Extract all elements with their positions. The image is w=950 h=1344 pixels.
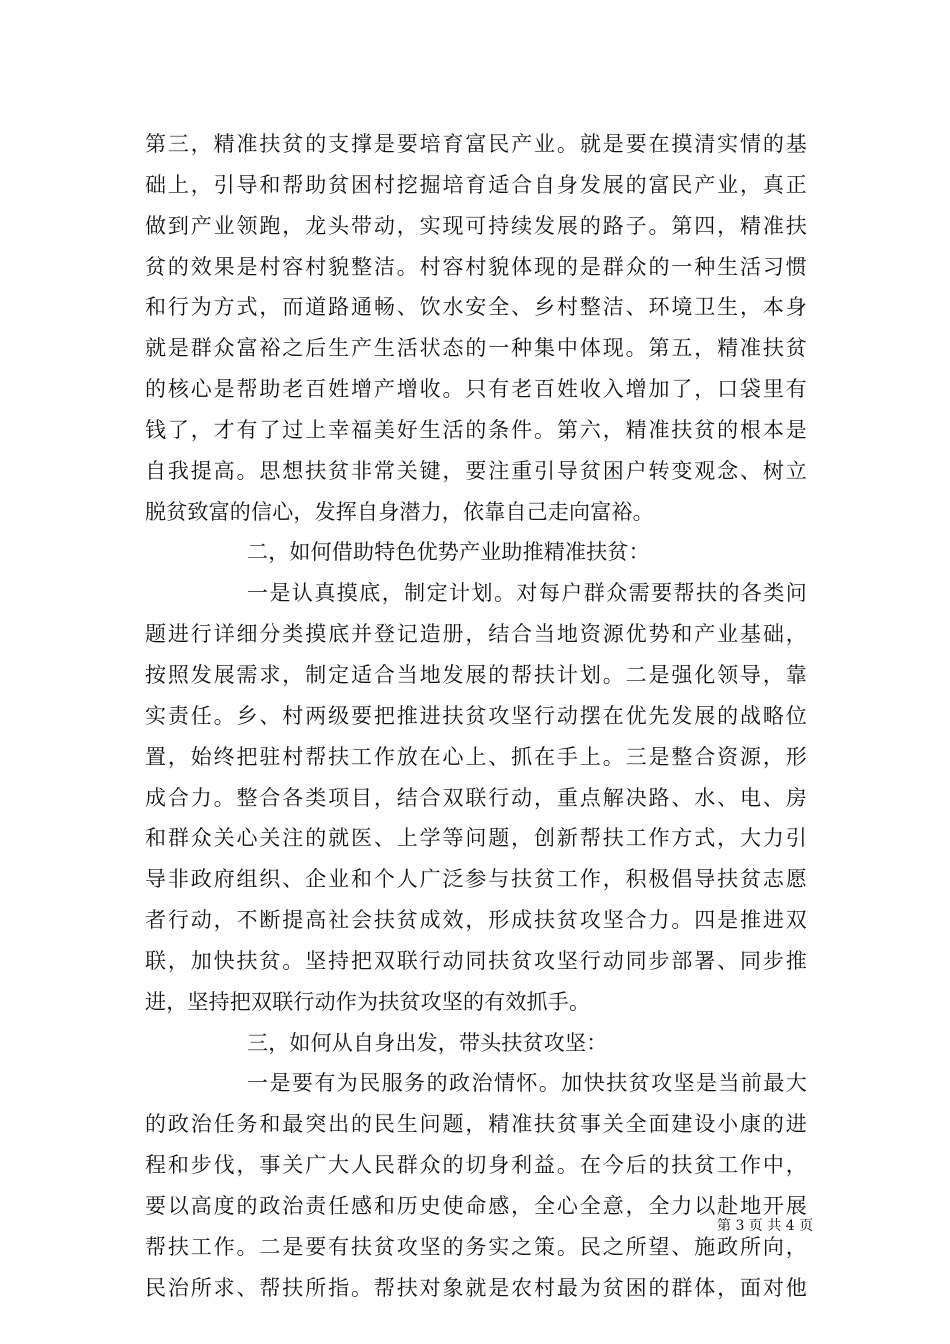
section-heading: 三，如何从自身出发，带头扶贫攻坚： bbox=[247, 1030, 608, 1055]
page-number-footer: 第 3 页 共 4 页 bbox=[717, 1218, 814, 1234]
section-heading: 二，如何借助特色优势产业助推精准扶贫： bbox=[247, 540, 650, 565]
text-line: 做到产业领跑，龙头带动，实现可持续发展的路子。第四，精准扶 bbox=[145, 213, 807, 238]
text-line: 按照发展需求，制定适合当地发展的帮扶计划。二是强化领导，靠 bbox=[145, 662, 807, 687]
text-line: 一是要有为民服务的政治情怀。加快扶贫攻坚是当前最大 bbox=[247, 1071, 807, 1096]
text-line: 者行动，不断提高社会扶贫成效，形成扶贫攻坚合力。四是推进双 bbox=[145, 908, 807, 933]
text-line: 导非政府组织、企业和个人广泛参与扶贫工作，积极倡导扶贫志愿 bbox=[145, 867, 807, 892]
text-line: 置，始终把驻村帮扶工作放在心上、抓在手上。三是整合资源，形 bbox=[145, 744, 807, 769]
document-body bbox=[145, 124, 807, 1308]
text-line: 帮扶工作。二是要有扶贫攻坚的务实之策。民之所望、施政所向， bbox=[145, 1234, 807, 1259]
text-line: 第三，精准扶贫的支撑是要培育富民产业。就是要在摸清实情的基 bbox=[145, 132, 807, 156]
text-line: 联，加快扶贫。坚持把双联行动同扶贫攻坚行动同步部署、同步推 bbox=[145, 948, 807, 973]
text-line: 题进行详细分类摸底并登记造册，结合当地资源优势和产业基础， bbox=[145, 622, 807, 647]
text-line: 民治所求、帮扶所指。帮扶对象就是农村最为贫困的群体，面对他 bbox=[145, 1275, 807, 1300]
text-line: 自我提高。思想扶贫非常关键，要注重引导贫困户转变观念、树立 bbox=[145, 458, 807, 483]
text-line: 钱了，才有了过上幸福美好生活的条件。第六，精准扶贫的根本是 bbox=[145, 417, 807, 442]
text-line: 进，坚持把双联行动作为扶贫攻坚的有效抓手。 bbox=[145, 989, 591, 1014]
text-line: 成合力。整合各类项目，结合双联行动，重点解决路、水、电、房 bbox=[145, 785, 807, 810]
text-line: 实责任。乡、村两级要把推进扶贫攻坚行动摆在优先发展的战略位 bbox=[145, 703, 807, 728]
text-line: 的核心是帮助老百姓增产增收。只有老百姓收入增加了，口袋里有 bbox=[145, 377, 807, 402]
text-line: 和行为方式，而道路通畅、饮水安全、乡村整洁、环境卫生，本身 bbox=[145, 295, 807, 320]
text-line: 贫的效果是村容村貌整洁。村容村貌体现的是群众的一种生活习惯 bbox=[145, 254, 807, 279]
text-line: 一是认真摸底，制定计划。对每户群众需要帮扶的各类问 bbox=[247, 581, 807, 606]
text-line: 要以高度的政治责任感和历史使命感，全心全意，全力以赴地开展 bbox=[145, 1193, 807, 1218]
text-line: 就是群众富裕之后生产生活状态的一种集中体现。第五，精准扶贫 bbox=[145, 336, 807, 361]
text-line: 和群众关心关注的就医、上学等问题，创新帮扶工作方式，大力引 bbox=[145, 826, 807, 851]
text-line: 础上，引导和帮助贫困村挖掘培育适合自身发展的富民产业，真正 bbox=[145, 172, 807, 197]
text-line: 脱贫致富的信心，发挥自身潜力，依靠自己走向富裕。 bbox=[145, 499, 654, 524]
text-line: 的政治任务和最突出的民生问题，精准扶贫事关全面建设小康的进 bbox=[145, 1112, 807, 1137]
text-line: 程和步伐，事关广大人民群众的切身利益。在今后的扶贫工作中， bbox=[145, 1153, 807, 1178]
